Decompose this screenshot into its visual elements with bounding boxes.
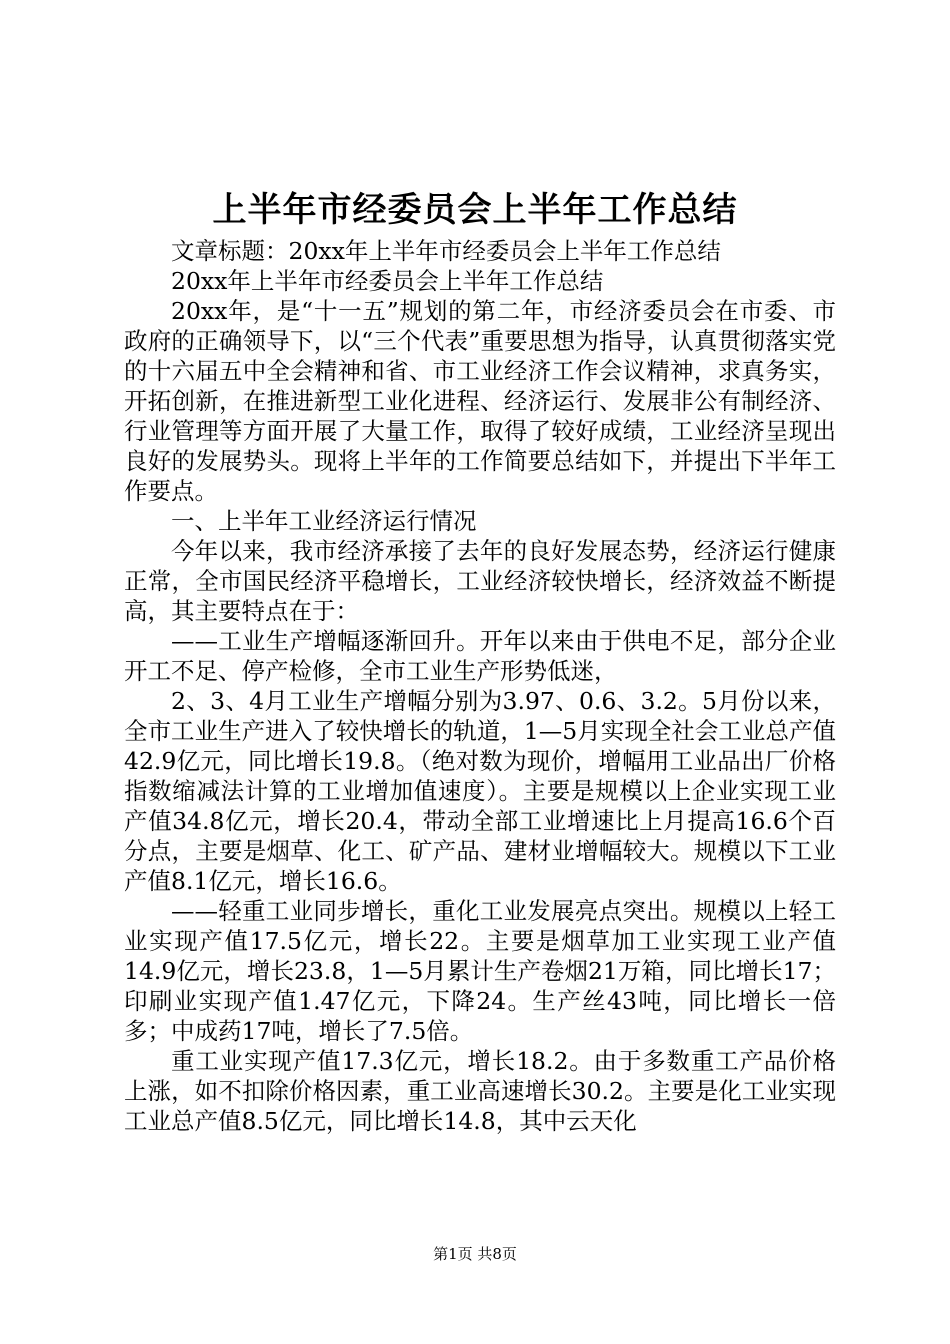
section-heading-1: 一、上半年工业经济运行情况 bbox=[171, 507, 477, 535]
paragraph-article-title: 文章标题：20xx年上半年市经委员会上半年工作总结 bbox=[171, 237, 721, 265]
document-body bbox=[124, 236, 836, 1136]
paragraph-light-heavy-industry: ——轻重工业同步增长，重化工业发展亮点突出。规模以上轻工业实现产值17.5亿元，增长22。主要是烟草加工业实现工业产值14.9亿元，增长23.8，1—5月累计生产卷烟21万箱，同比增长17；印刷业实现产值1.47亿元，下降24。生产丝43吨，同比增长一倍多；中成药17吨，增长了7.5倍。 bbox=[124, 897, 836, 1045]
paragraph-intro: 20xx年，是“十一五”规划的第二年，市经济委员会在市委、市政府的正确领导下，以“三个代表”重要思想为指导，认真贯彻落实党的十六届五中全会精神和省、市工业经济工作会议精神，求真务实，开拓创新，在推进新型工业化进程、经济运行、发展非公有制经济、行业管理等方面开展了大量工作，取得了较好成绩，工业经济呈现出良好的发展势头。现将上半年的工作简要总结如下，并提出下半年工作要点。 bbox=[124, 297, 836, 505]
paragraph-overview: 今年以来，我市经济承接了去年的良好发展态势，经济运行健康正常，全市国民经济平稳增长，工业经济较快增长，经济效益不断提高，其主要特点在于： bbox=[124, 537, 836, 625]
document-title: 上半年市经委员会上半年工作总结 bbox=[212, 190, 738, 230]
page-footer: 第1页 共8页 bbox=[433, 1245, 517, 1263]
paragraph-production-rebound: ——工业生产增幅逐渐回升。开年以来由于供电不足，部分企业开工不足、停产检修，全市工业生产形势低迷， bbox=[124, 627, 836, 685]
paragraph-subtitle: 20xx年上半年市经委员会上半年工作总结 bbox=[171, 267, 604, 295]
paragraph-monthly-growth: 2、3、4月工业生产增幅分别为3.97、0.6、3.2。5月份以来，全市工业生产进入了较快增长的轨道，1—5月实现全社会工业总产值42.9亿元，同比增长19.8。（绝对数为现价，增幅用工业品出厂价格指数缩减法计算的工业增加值速度）。主要是规模以上企业实现工业产值34.8亿元，增长20.4，带动全部工业增速比上月提高16.6个百分点，主要是烟草、化工、矿产品、建材业增幅较大。规模以下工业产值8.1亿元，增长16.6。 bbox=[124, 687, 836, 895]
paragraph-heavy-industry: 重工业实现产值17.3亿元，增长18.2。由于多数重工产品价格上涨，如不扣除价格因素，重工业高速增长30.2。主要是化工业实现工业总产值8.5亿元，同比增长14.8，其中云天化 bbox=[124, 1047, 836, 1135]
